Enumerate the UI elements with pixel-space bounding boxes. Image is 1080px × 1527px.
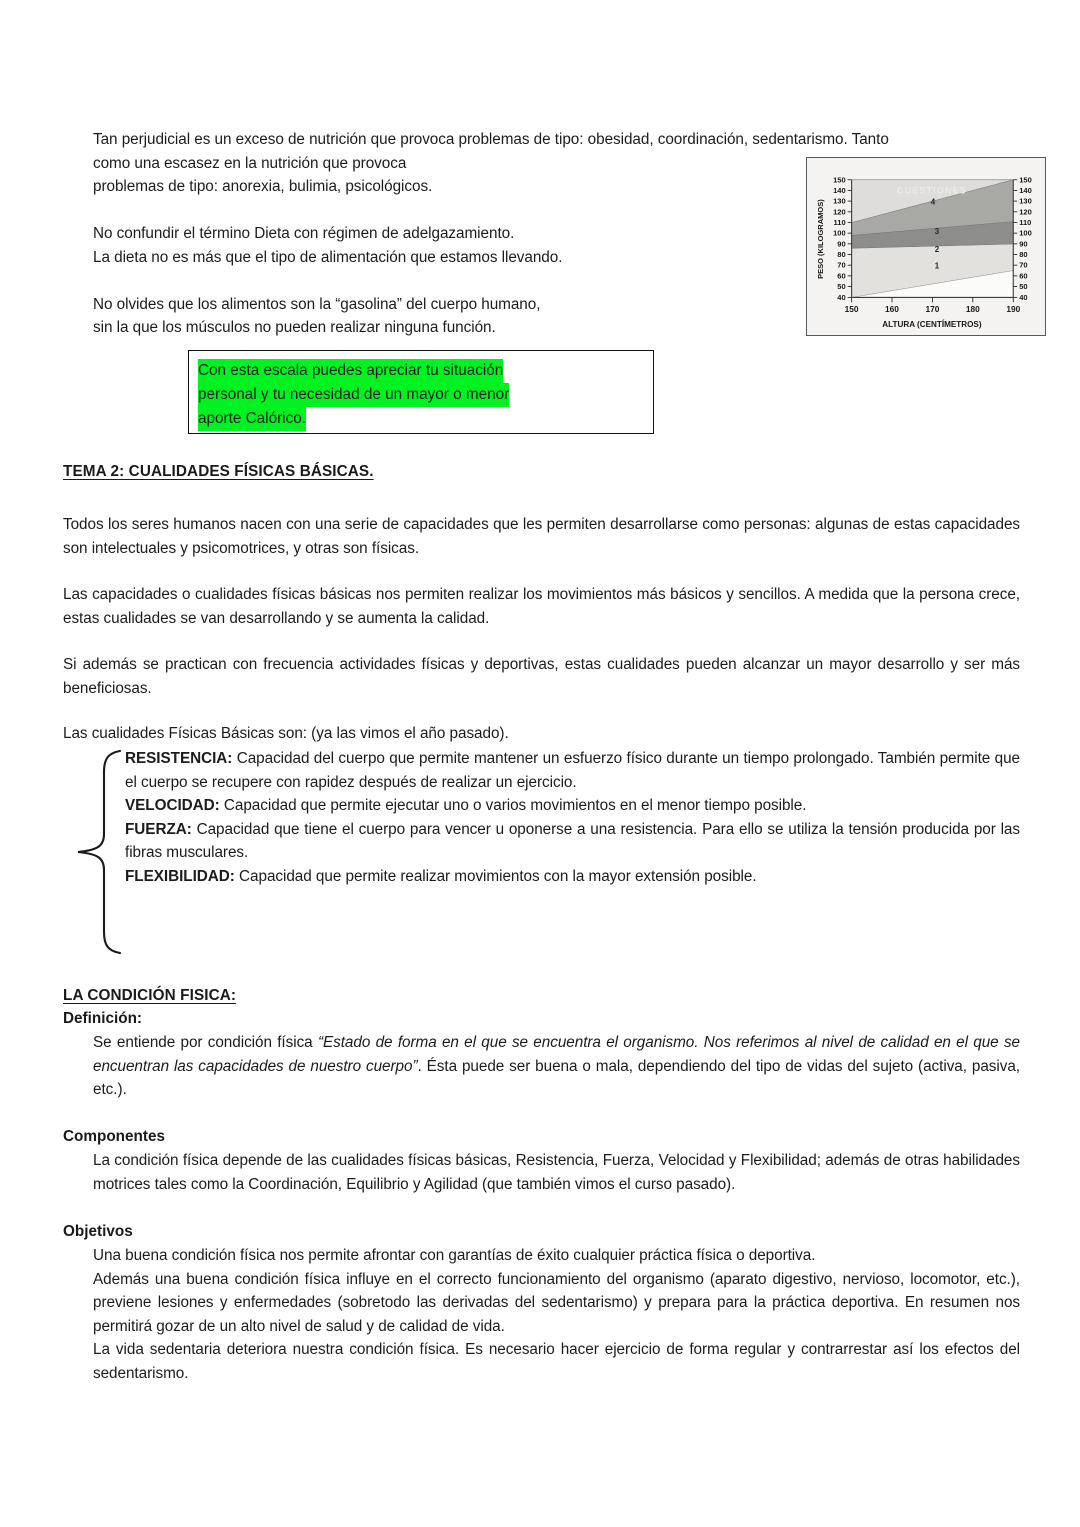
definicion-quote: “Estado de forma en el que se encuentra el organismo. Nos referimos al nivel de calidad en el que se encuentran las capacidades de nuestro cuerpo” [93,1034,1020,1075]
intro-para3-line2: sin la que los músculos no pueden realizar ninguna función. [93,319,496,336]
svg-text:50: 50 [1019,282,1028,292]
highlight-line-2: personal y tu necesidad de un mayor o menor [198,383,509,407]
chart-svg [807,158,1045,335]
highlighted-callout-box [188,350,654,434]
objetivos-line-1: Una buena condición física nos permite afrontar con garantías de éxito cualquier práctica física o deportiva. [93,1247,816,1264]
svg-text:100: 100 [833,228,846,238]
tema2-paragraph-1: Todos los seres humanos nacen con una serie de capacidades que les permiten desarrollarse como personas: algunas de estas capacidades son intelectuales y psicomotrices, y otras son físicas. [63,516,1020,557]
bmi-weight-height-chart [806,157,1046,336]
svg-text:120: 120 [833,207,846,217]
svg-text:50: 50 [837,282,846,292]
quality-text-velocidad: Capacidad que permite ejecutar uno o varios movimientos en el menor tiempo posible. [219,797,807,814]
subheading-componentes: Componentes [63,1128,165,1145]
svg-text:140: 140 [833,186,846,196]
quality-term-resistencia: RESISTENCIA: [125,750,233,767]
quality-item-velocidad [125,794,1020,818]
svg-text:110: 110 [833,218,846,228]
svg-text:130: 130 [833,196,846,206]
definicion-suffix: . Ésta puede ser buena o mala, dependiendo del tipo de vidas del sujeto (activa, pasiva, etc.). [93,1057,1020,1098]
svg-text:80: 80 [1019,250,1028,260]
definicion-prefix: Se entiende por condición física [93,1034,318,1051]
chart-x-tick-170: 170 [925,304,940,315]
svg-text:150: 150 [1019,175,1032,185]
objetivos-line-3: La vida sedentaria deteriora nuestra condición física. Es necesario hacer ejercicio de forma regular y contrarrestar así los efectos del sedentarismo. [93,1341,1020,1382]
tema2-paragraph-3: Si además se practican con frecuencia actividades físicas y deportivas, estas cualidades pueden alcanzar un mayor desarrollo y ser más beneficiosas. [63,656,1020,697]
paragraph-gap [93,199,793,223]
quality-term-velocidad: VELOCIDAD: [125,797,220,814]
intro-para1-line3: problemas de tipo: anorexia, bulimia, psicológicos. [93,178,433,195]
svg-text:110: 110 [1019,218,1032,228]
chart-x-tick-150: 150 [844,304,859,315]
svg-text:130: 130 [1019,196,1032,206]
tema2-paragraph-2: Las capacidades o cualidades físicas básicas nos permiten realizar los movimientos más básicos y sencillos. A medida que la persona crece, estas cualidades se van desarrollando y se aumenta la calidad. [63,586,1020,627]
paragraph-gap [93,269,793,293]
chart-x-tick-160: 160 [885,304,899,315]
chart-zone-label-2: 2 [934,244,940,254]
chart-y-axis-title: PESO (KILOGRAMOS) [815,199,825,279]
subheading-definicion: Definición: [63,1010,143,1027]
svg-text:80: 80 [837,250,846,260]
section-heading-tema2: TEMA 2: CUALIDADES FÍSICAS BÁSICAS. [63,463,374,480]
qualities-list [125,747,1020,888]
section-heading-condicion-fisica: LA CONDICIÓN FISICA: [63,987,237,1004]
quality-text-flexibilidad: Capacidad que permite realizar movimientos con la mayor extensión posible. [234,867,757,885]
objetivos-body [93,1244,1020,1385]
svg-text:40: 40 [1019,293,1028,302]
svg-text:60: 60 [1019,271,1028,281]
svg-text:100: 100 [1019,228,1032,238]
svg-text:70: 70 [837,260,846,270]
quality-item-resistencia [125,747,1020,794]
chart-watermark: CUESTIONES [897,185,967,196]
quality-text-resistencia: Capacidad del cuerpo que permite mantener un esfuerzo físico durante un tiempo prolongado. También permite que el cuerpo se recupere con rapidez después de realizar un ejercicio. [125,750,1020,791]
intro-para1-line1: Tan perjudicial es un exceso de nutrición que provoca problemas de tipo: obesidad, coordinación, sedentarismo. Tanto [93,131,889,148]
svg-text:150: 150 [833,175,846,185]
quality-item-fuerza [125,818,1020,865]
svg-text:60: 60 [837,271,846,281]
quality-item-flexibilidad [125,865,1020,889]
chart-x-tick-190: 190 [1006,304,1021,315]
chart-zone-label-4: 4 [930,197,936,207]
chart-x-tick-180: 180 [965,304,980,315]
chart-zone-label-1: 1 [934,261,940,271]
quality-term-fuerza: FUERZA: [125,820,192,838]
svg-text:70: 70 [1019,260,1028,270]
subheading-objetivos: Objetivos [63,1223,133,1240]
highlighted-callout-text [189,351,653,431]
quality-term-flexibilidad: FLEXIBILIDAD: [125,867,235,885]
highlight-line-1: Con esta escala puedes apreciar tu situación [198,359,503,383]
tema2-paragraph-4: Las cualidades Físicas Básicas son: (ya las vimos el año pasado). [63,725,509,742]
highlight-line-3: aporte Calórico. [198,407,306,431]
svg-text:120: 120 [1019,207,1032,217]
chart-zone-label-3: 3 [934,227,940,237]
quality-text-fuerza: Capacidad que tiene el cuerpo para vencer u oponerse a una resistencia. Para ello se utiliza la tensión producida por las fibras musculares. [125,820,1020,861]
svg-text:90: 90 [837,239,846,249]
svg-text:140: 140 [1019,186,1032,196]
objetivos-line-2: Además una buena condición física influye en el correcto funcionamiento del organismo (aparato digestivo, nervioso, locomotor, etc.), previene lesiones y enfermedades (sobretodo las derivadas del sedentarismo) y prepara para la práctica deportiva. En resumen nos permitirá gozar de un alto nivel de salud y de calidad de vida. [93,1270,1020,1335]
definicion-body [93,1031,1020,1102]
svg-text:40: 40 [837,293,846,302]
intro-para2-line1: No confundir el término Dieta con régimen de adelgazamiento. [93,225,515,242]
curly-brace-icon [74,748,126,956]
chart-x-axis-title: ALTURA (CENTÍMETROS) [882,320,982,330]
intro-para1-line2: como una escasez en la nutrición que provoca [93,154,407,172]
intro-para2-line2: La dieta no es más que el tipo de alimentación que estamos llevando. [93,248,563,266]
componentes-body: La condición física depende de las cualidades físicas básicas, Resistencia, Fuerza, Velocidad y Flexibilidad; además de otras habilidades motrices tales como la Coordinación, Equilibrio y Agilidad (que también vimos el curso pasado). [93,1152,1020,1193]
intro-para3-line1: No olvides que los alimentos son la “gasolina” del cuerpo humano, [93,295,541,313]
svg-text:90: 90 [1019,239,1028,249]
curly-brace-decoration [74,748,126,956]
